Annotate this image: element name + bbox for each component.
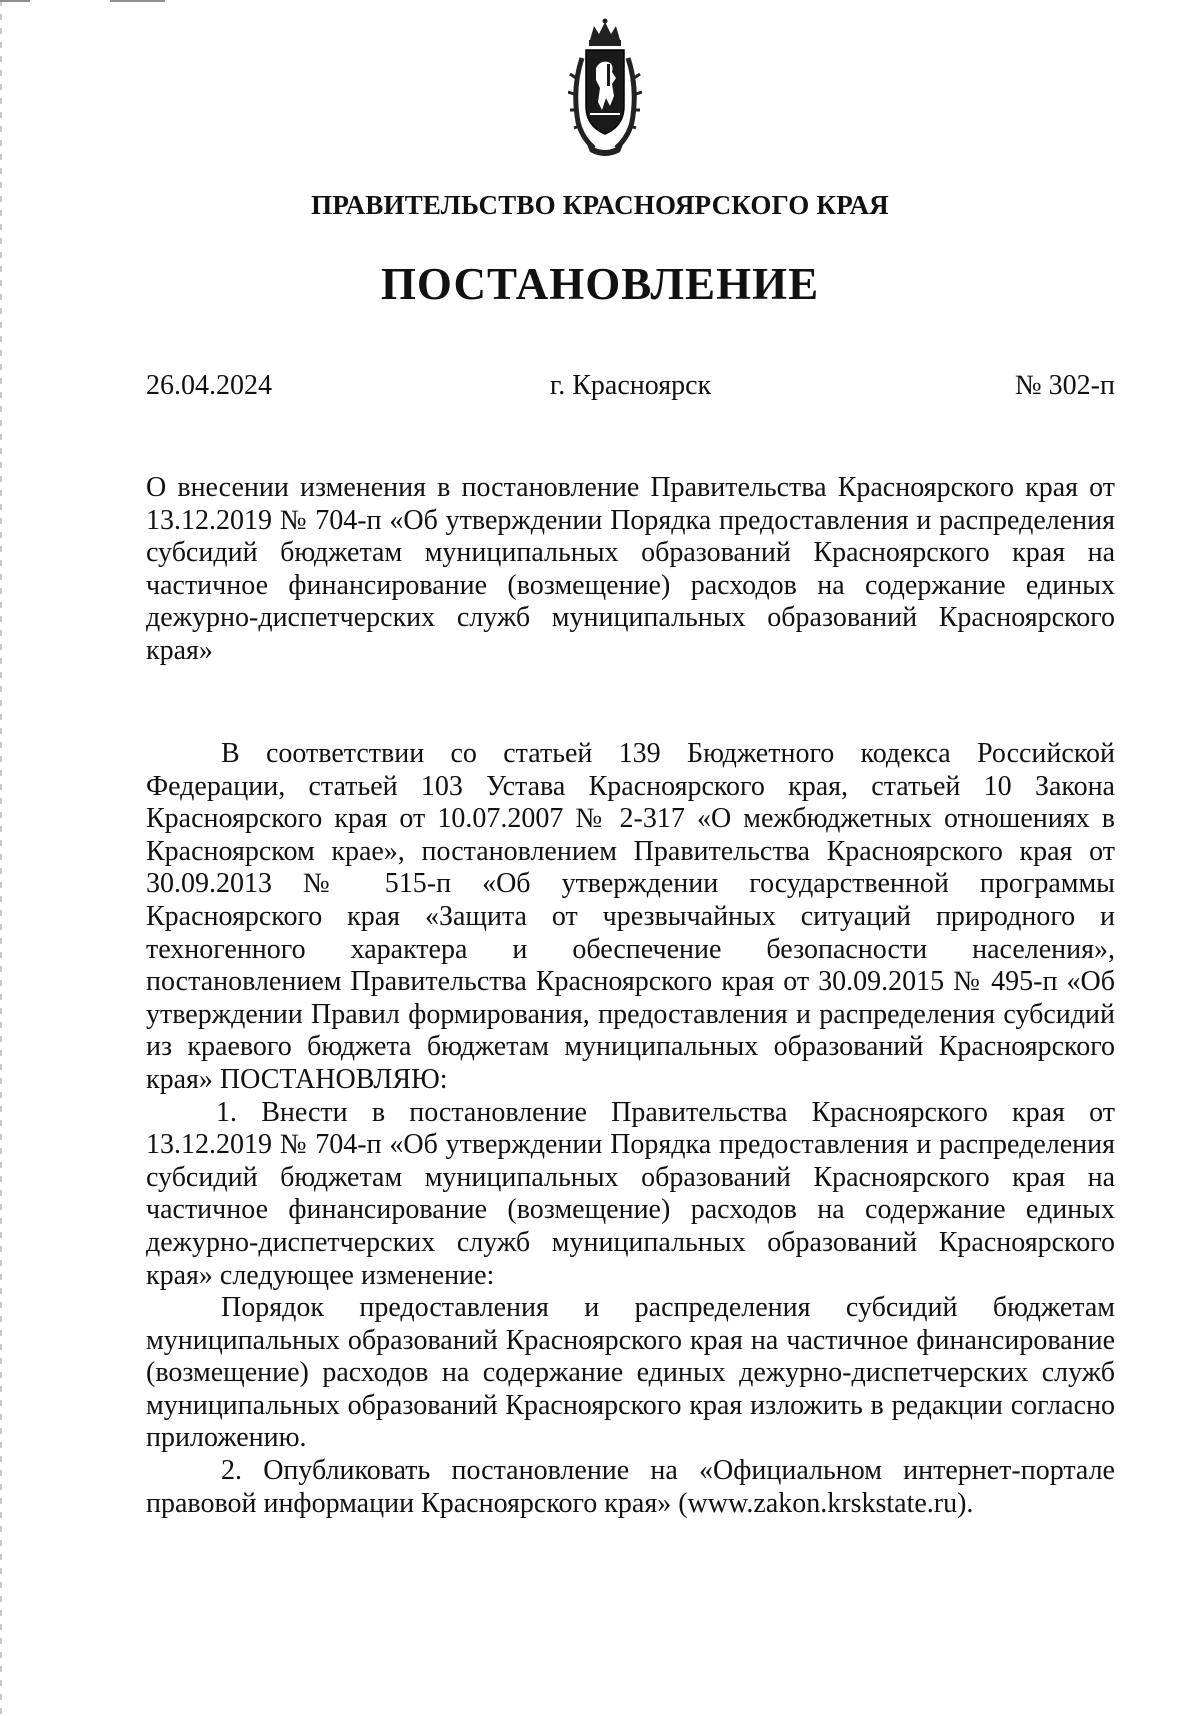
scan-edge-top [0,0,1200,2]
clause-2-paragraph: 2. Опубликовать постановление на «Официальном интернет-портале правовой информации Красноярского края» (www.zakon.krskstate.ru). [146,1455,1115,1519]
preamble-paragraph: В соответствии со статьей 139 Бюджетного кодекса Российской Федерации, статьей 103 Устава Красноярского края, статьей 10 Закона Красноярского края от 10.07.2007 № 2-317 «О межбюджетных отношениях в Красноярском крае», постановлением Правительства Красноярского края от 30.09.2013 № 515-п «Об утверждении государственной программы Красноярского края «Защита от чрезвычайных ситуаций природного и техногенного характера и обеспечение безопасности населения», постановлением Правительства Красноярского края от 30.09.2015 № 495-п «Об утверждении Правил формирования, предоставления и распределения субсидий из краевого бюджета бюджетам муниципальных образований Красноярского края» ПОСТАНОВЛЯЮ: [146,738,1115,1095]
document-type: ПОСТАНОВЛЕНИЕ [380,259,820,309]
coat-of-arms-icon [568,18,642,160]
organization-name: ПРАВИТЕЛЬСТВО КРАСНОЯРСКОГО КРАЯ [311,190,889,220]
document-title: О внесении изменения в постановление Правительства Красноярского края от 13.12.2019 № 704-п «Об утверждении Порядка предоставления и распределения субсидий бюджетам муниципальных образований Красноярского края на частичное финансирование (возмещение) расходов на содержание единых дежурно-диспетчерских служб муниципальных образований Красноярского края» [146,472,1115,666]
clause-1-text-paragraph: Порядок предоставления и распределения субсидий бюджетам муниципальных образований Красноярского края на частичное финансирование (возмещение) расходов на содержание единых дежурно-диспетчерских служб муниципальных образований Красноярского края изложить в редакции согласно приложению. [146,1292,1115,1454]
document-meta [146,370,1115,406]
document-number: № 302-п [1014,370,1115,401]
document-body [146,738,1115,1520]
clause-1-paragraph: 1. Внести в постановление Правительства Красноярского края от 13.12.2019 № 704-п «Об утверждении Порядка предоставления и распределения субсидий бюджетам муниципальных образований Красноярского края на частичное финансирование (возмещение) расходов на содержание единых дежурно-диспетчерских служб муниципальных образований Красноярского края» следующее изменение: [146,1096,1115,1291]
document-city: г. Красноярск [549,370,712,401]
document-date: 26.04.2024 [146,370,272,401]
